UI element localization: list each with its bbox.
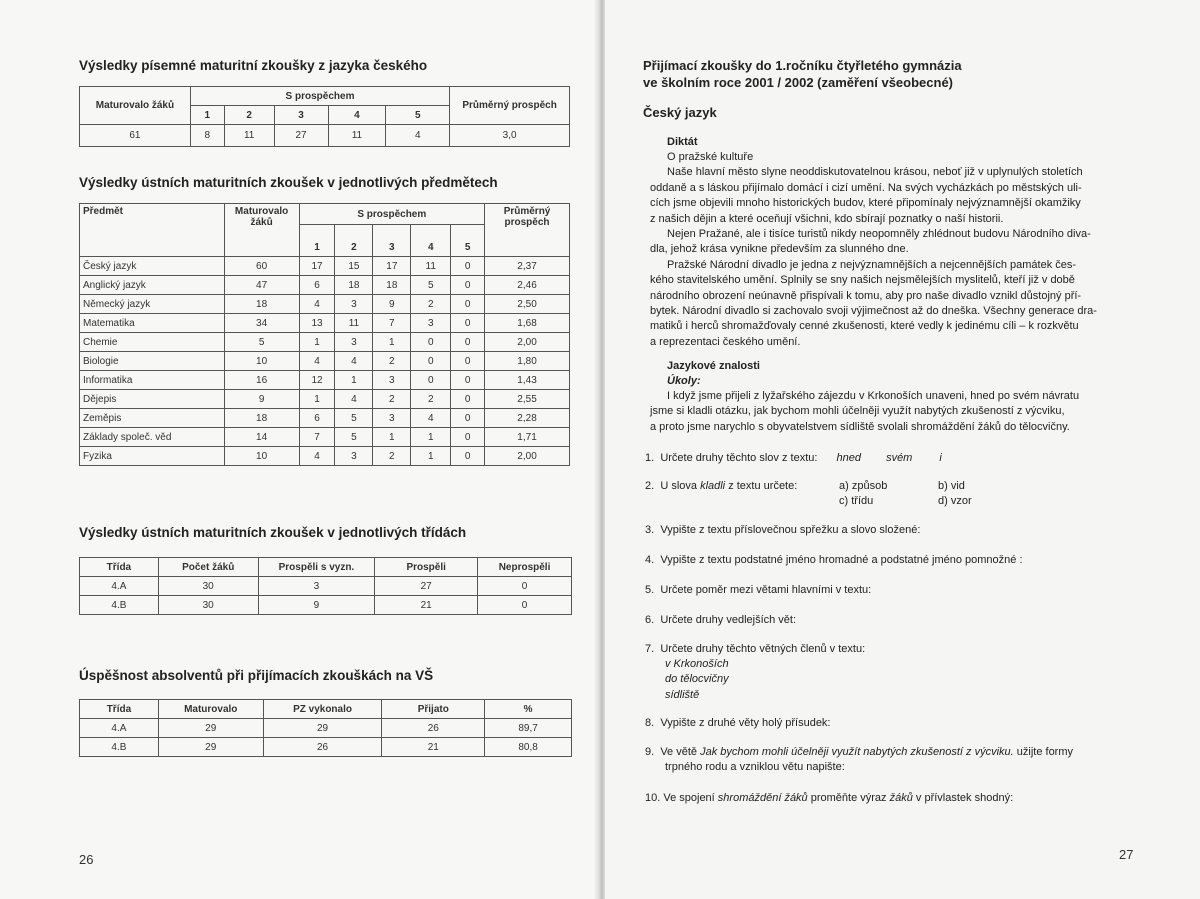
table-cell: 16 (224, 371, 299, 390)
question-7: 7. Určete druhy těchto větných členů v textu: (645, 643, 866, 655)
table-cell: 11 (411, 257, 451, 276)
table-cell: 3 (411, 314, 451, 333)
table-cell: 1,43 (485, 371, 570, 390)
table-cell: 2,00 (485, 447, 570, 466)
column-header: Počet žáků (158, 558, 258, 577)
table-cell: 89,7 (485, 719, 572, 738)
table-cell: 1 (299, 390, 335, 409)
heading-written-exam: Výsledky písemné maturitní zkoušky z jazyka českého (79, 58, 428, 73)
table-cell: 18 (373, 276, 411, 295)
table-cell: 34 (224, 314, 299, 333)
table-cell: 6 (299, 409, 335, 428)
table-cell: 2,00 (485, 333, 570, 352)
column-header: Přijato (382, 700, 485, 719)
table-cell: 2 (411, 390, 451, 409)
question-7-items: v Krkonoších do tělocvičny sídliště (665, 658, 729, 701)
column-header: % (485, 700, 572, 719)
table-cell: 2,46 (485, 276, 570, 295)
table-cell: 0 (451, 428, 485, 447)
tasks-line: jsme si kladli otázku, jak bychom mohli účelněji využít nabytých zkušeností z výcviku, (650, 405, 1065, 418)
question-10: 10. Ve spojení shromáždění žáků proměňte výraz žáků v přívlastek shodný: (645, 792, 1014, 804)
table-cell: 47 (224, 276, 299, 295)
table-cell: 5 (335, 409, 373, 428)
dictation-line: oddaně a s láskou přijímalo domácí i cizí umění. Na svých vycházkách po městských uli- (650, 181, 1082, 194)
table-cell: 1 (335, 371, 373, 390)
table-cell: 21 (375, 596, 478, 615)
table-cell: 0 (411, 371, 451, 390)
subject-name: Zeměpis (80, 409, 225, 428)
dictation-line: dla, jehož krása vynikne především za slunného dne. (650, 243, 909, 256)
table-cell: 5 (335, 428, 373, 447)
column-header: Prospěli s vyzn. (258, 558, 375, 577)
table-row (80, 409, 570, 428)
tasks-line: a proto jsme narychlo s obyvatelstvem sídliště svolali shromáždění žáků do tělocvičny. (650, 420, 1070, 433)
col-average: Průměrný prospěch (485, 204, 570, 257)
table-row (80, 596, 572, 615)
table-cell: 0 (451, 447, 485, 466)
grade-header: 3 (373, 225, 411, 257)
grade-header: 5 (386, 106, 450, 125)
table-cell: 0 (411, 352, 451, 371)
table-row (80, 257, 570, 276)
table-cell: 10 (224, 352, 299, 371)
table-cell: 4.B (80, 738, 159, 757)
dictation-line: z našich dějin a které oceňují všichni, kdo sbírají poznatky o naší historii. (650, 212, 1004, 225)
table-cell: 12 (299, 371, 335, 390)
table-university-admission (79, 699, 572, 757)
subject-name: Dějepis (80, 390, 225, 409)
table-cell: 4 (411, 409, 451, 428)
table-cell: 1,80 (485, 352, 570, 371)
table-cell: 17 (373, 257, 411, 276)
table-cell: 11 (224, 125, 274, 147)
table-cell: 0 (411, 333, 451, 352)
grade-header: 1 (190, 106, 224, 125)
subject-heading: Český jazyk (643, 105, 717, 120)
table-cell: 14 (224, 428, 299, 447)
col-grades: S prospěchem (190, 87, 449, 106)
subject-name: Základy společ. věd (80, 428, 225, 447)
subject-name: Anglický jazyk (80, 276, 225, 295)
column-header: Neprospěli (478, 558, 572, 577)
table-cell: 4 (299, 295, 335, 314)
table-cell: 3 (335, 447, 373, 466)
table-cell: 3 (335, 333, 373, 352)
grade-header: 2 (224, 106, 274, 125)
question-8: 8. Vypište z druhé věty holý přísudek: (645, 717, 831, 729)
grade-header: 1 (299, 225, 335, 257)
table-cell: 2 (373, 352, 411, 371)
table-cell: 6 (299, 276, 335, 295)
table-cell: 29 (158, 738, 263, 757)
table-cell: 11 (335, 314, 373, 333)
table-row (80, 738, 572, 757)
table-cell: 3 (373, 409, 411, 428)
table-cell: 11 (328, 125, 386, 147)
question-2: 2. U slova kladli z textu určete: (645, 480, 798, 492)
table-cell: 3 (335, 295, 373, 314)
col-students: Maturovalo žáků (80, 87, 191, 125)
subject-name: Český jazyk (80, 257, 225, 276)
table-written-exam (79, 86, 570, 147)
table-cell: 4 (299, 447, 335, 466)
table-cell: 18 (335, 276, 373, 295)
question-5: 5. Určete poměr mezi větami hlavními v textu: (645, 584, 872, 596)
table-cell: 1,71 (485, 428, 570, 447)
column-header: PZ vykonalo (263, 700, 382, 719)
grade-header: 4 (411, 225, 451, 257)
dictation-line: národního obrození neúnavně přispívali k tomu, aby pro naše divadlo vznikl důstojný pří- (650, 289, 1082, 302)
exam-title (643, 57, 962, 91)
table-cell: 4 (299, 352, 335, 371)
table-cell: 0 (451, 257, 485, 276)
table-cell: 1 (411, 447, 451, 466)
table-cell: 0 (478, 596, 572, 615)
dictation-line: matiků i herců shromažďovaly cenné zkušenosti, které vedly k jedinému cíli – k rozkvětu (650, 320, 1079, 333)
table-cell: 2 (411, 295, 451, 314)
table-cell: 1,68 (485, 314, 570, 333)
table-cell: 7 (373, 314, 411, 333)
heading-university-admission: Úspěšnost absolventů při přijímacích zkouškách na VŠ (79, 668, 434, 683)
table-cell: 30 (158, 577, 258, 596)
table-cell: 3 (373, 371, 411, 390)
heading-oral-classes: Výsledky ústních maturitních zkoušek v jednotlivých třídách (79, 525, 467, 540)
table-cell: 0 (451, 295, 485, 314)
table-cell: 21 (382, 738, 485, 757)
dictation-line: bytek. Národní divadlo si zachovalo svoji výjimečnost až do dneška. Všechny generace dra- (650, 305, 1097, 318)
question-4: 4. Vypište z textu podstatné jméno hromadné a podstatné jméno pomnožné : (645, 554, 1023, 566)
table-cell: 13 (299, 314, 335, 333)
table-row (80, 577, 572, 596)
table-row (80, 371, 570, 390)
table-row (80, 276, 570, 295)
dictation-line: Nejen Pražané, ale i tisíce turistů nikdy neopomněly zhlédnout budovu Národního diva- (667, 228, 1091, 241)
table-cell: 1 (411, 428, 451, 447)
table-cell: 2,50 (485, 295, 570, 314)
table-oral-subjects (79, 203, 570, 466)
table-cell: 15 (335, 257, 373, 276)
table-cell: 4 (335, 390, 373, 409)
page-number: 26 (79, 852, 94, 867)
table-cell: 0 (451, 352, 485, 371)
table-cell: 18 (224, 295, 299, 314)
dictation-line: Naše hlavní město slyne neoddiskutovatelnou krásou, neboť již v uplynulých stoletích (667, 166, 1083, 179)
table-row (80, 314, 570, 333)
table-cell: 18 (224, 409, 299, 428)
table-cell: 30 (158, 596, 258, 615)
column-header: Maturovalo (158, 700, 263, 719)
column-header: Třída (80, 700, 159, 719)
dictation-line: Pražské Národní divadlo je jedna z nejvýznamnějších a nejcennějších památek čes- (667, 258, 1077, 271)
table-cell: 0 (451, 333, 485, 352)
table-cell: 5 (411, 276, 451, 295)
table-cell: 2,28 (485, 409, 570, 428)
dictation-title: O pražské kultuře (667, 151, 754, 163)
subject-name: Chemie (80, 333, 225, 352)
table-row (80, 333, 570, 352)
col-subject: Předmět (80, 204, 225, 257)
column-header: Prospěli (375, 558, 478, 577)
table-cell: 61 (80, 125, 191, 147)
tasks-line: I když jsme přijeli z lyžařského zájezdu v Krkonoších unaveni, hned po svém návratu (667, 390, 1080, 402)
question-6: 6. Určete druhy vedlejších vět: (645, 614, 797, 626)
table-cell: 9 (224, 390, 299, 409)
table-cell: 2,37 (485, 257, 570, 276)
table-cell: 1 (373, 428, 411, 447)
table-cell: 4.A (80, 719, 159, 738)
table-cell: 27 (375, 577, 478, 596)
exam-title-line1: Přijímací zkoušky do 1.ročníku čtyřletého gymnázia (643, 58, 962, 73)
subject-name: Fyzika (80, 447, 225, 466)
table-cell: 0 (478, 577, 572, 596)
table-cell: 26 (382, 719, 485, 738)
col-grades: S prospěchem (299, 204, 485, 225)
table-cell: 17 (299, 257, 335, 276)
table-cell: 5 (224, 333, 299, 352)
table-cell: 1 (299, 333, 335, 352)
question-1: 1. Určete druhy těchto slov z textu: hned svém i (645, 452, 942, 464)
table-cell: 26 (263, 738, 382, 757)
table-row (80, 428, 570, 447)
subject-name: Německý jazyk (80, 295, 225, 314)
tasks-text (650, 389, 1150, 435)
column-header: Třída (80, 558, 159, 577)
col-average: Průměrný prospěch (450, 87, 570, 125)
subject-name: Informatika (80, 371, 225, 390)
table-cell: 9 (258, 596, 375, 615)
question-2-options-b-d: b) vid d) vzor (938, 480, 972, 508)
tasks-heading: Úkoly: (667, 375, 701, 387)
right-page (605, 0, 1200, 899)
table-cell: 3,0 (450, 125, 570, 147)
exam-title-line2: ve školním roce 2001 / 2002 (zaměření všeobecné) (643, 75, 954, 90)
question-9: 9. Ve větě Jak bychom mohli účelněji využít nabytých zkušeností z výcviku. užijte formy trpného rodu a vzniklou větu napište: (645, 746, 1074, 774)
table-cell: 4.B (80, 596, 159, 615)
language-heading: Jazykové znalosti (667, 360, 760, 372)
table-row (80, 352, 570, 371)
table-cell: 29 (263, 719, 382, 738)
table-cell: 10 (224, 447, 299, 466)
table-oral-classes (79, 557, 572, 615)
grade-header: 4 (328, 106, 386, 125)
table-cell: 29 (158, 719, 263, 738)
table-cell: 60 (224, 257, 299, 276)
table-cell: 9 (373, 295, 411, 314)
question-2-options-a-c: a) způsob c) třídu (839, 480, 888, 508)
table-cell: 0 (451, 314, 485, 333)
col-students: Maturovalo žáků (224, 204, 299, 257)
grade-header: 5 (451, 225, 485, 257)
dictation-line: a reprezentaci českého umění. (650, 335, 801, 348)
table-cell: 27 (274, 125, 328, 147)
table-cell: 2 (373, 390, 411, 409)
table-row (80, 390, 570, 409)
table-cell: 0 (451, 409, 485, 428)
table-cell: 3 (258, 577, 375, 596)
table-cell: 2 (373, 447, 411, 466)
table-cell: 1 (373, 333, 411, 352)
table-row (80, 719, 572, 738)
table-cell: 4 (335, 352, 373, 371)
page-number: 27 (1119, 847, 1134, 862)
table-cell: 0 (451, 390, 485, 409)
subject-name: Biologie (80, 352, 225, 371)
dictation-text (650, 150, 1150, 350)
grade-header: 2 (335, 225, 373, 257)
dictation-line: cích jsme objevili mnoho historických budov, které připomínaly nejvýznamnější okamžiky (650, 197, 1081, 210)
heading-oral-subjects: Výsledky ústních maturitních zkoušek v jednotlivých předmětech (79, 175, 498, 190)
table-cell: 4 (386, 125, 450, 147)
table-cell: 2,55 (485, 390, 570, 409)
table-row (80, 447, 570, 466)
table-cell: 0 (451, 276, 485, 295)
table-cell: 80,8 (485, 738, 572, 757)
table-cell: 7 (299, 428, 335, 447)
dictation-heading: Diktát (667, 136, 698, 148)
question-3: 3. Vypište z textu příslovečnou spřežku a slovo složené: (645, 524, 921, 536)
table-cell: 0 (451, 371, 485, 390)
dictation-line: kého stavitelského umění. Splnily se sny našich nejsmělejších myslitelů, kteří již v době (650, 274, 1075, 287)
table-cell: 8 (190, 125, 224, 147)
grade-header: 3 (274, 106, 328, 125)
table-cell: 4.A (80, 577, 159, 596)
subject-name: Matematika (80, 314, 225, 333)
table-row (80, 295, 570, 314)
